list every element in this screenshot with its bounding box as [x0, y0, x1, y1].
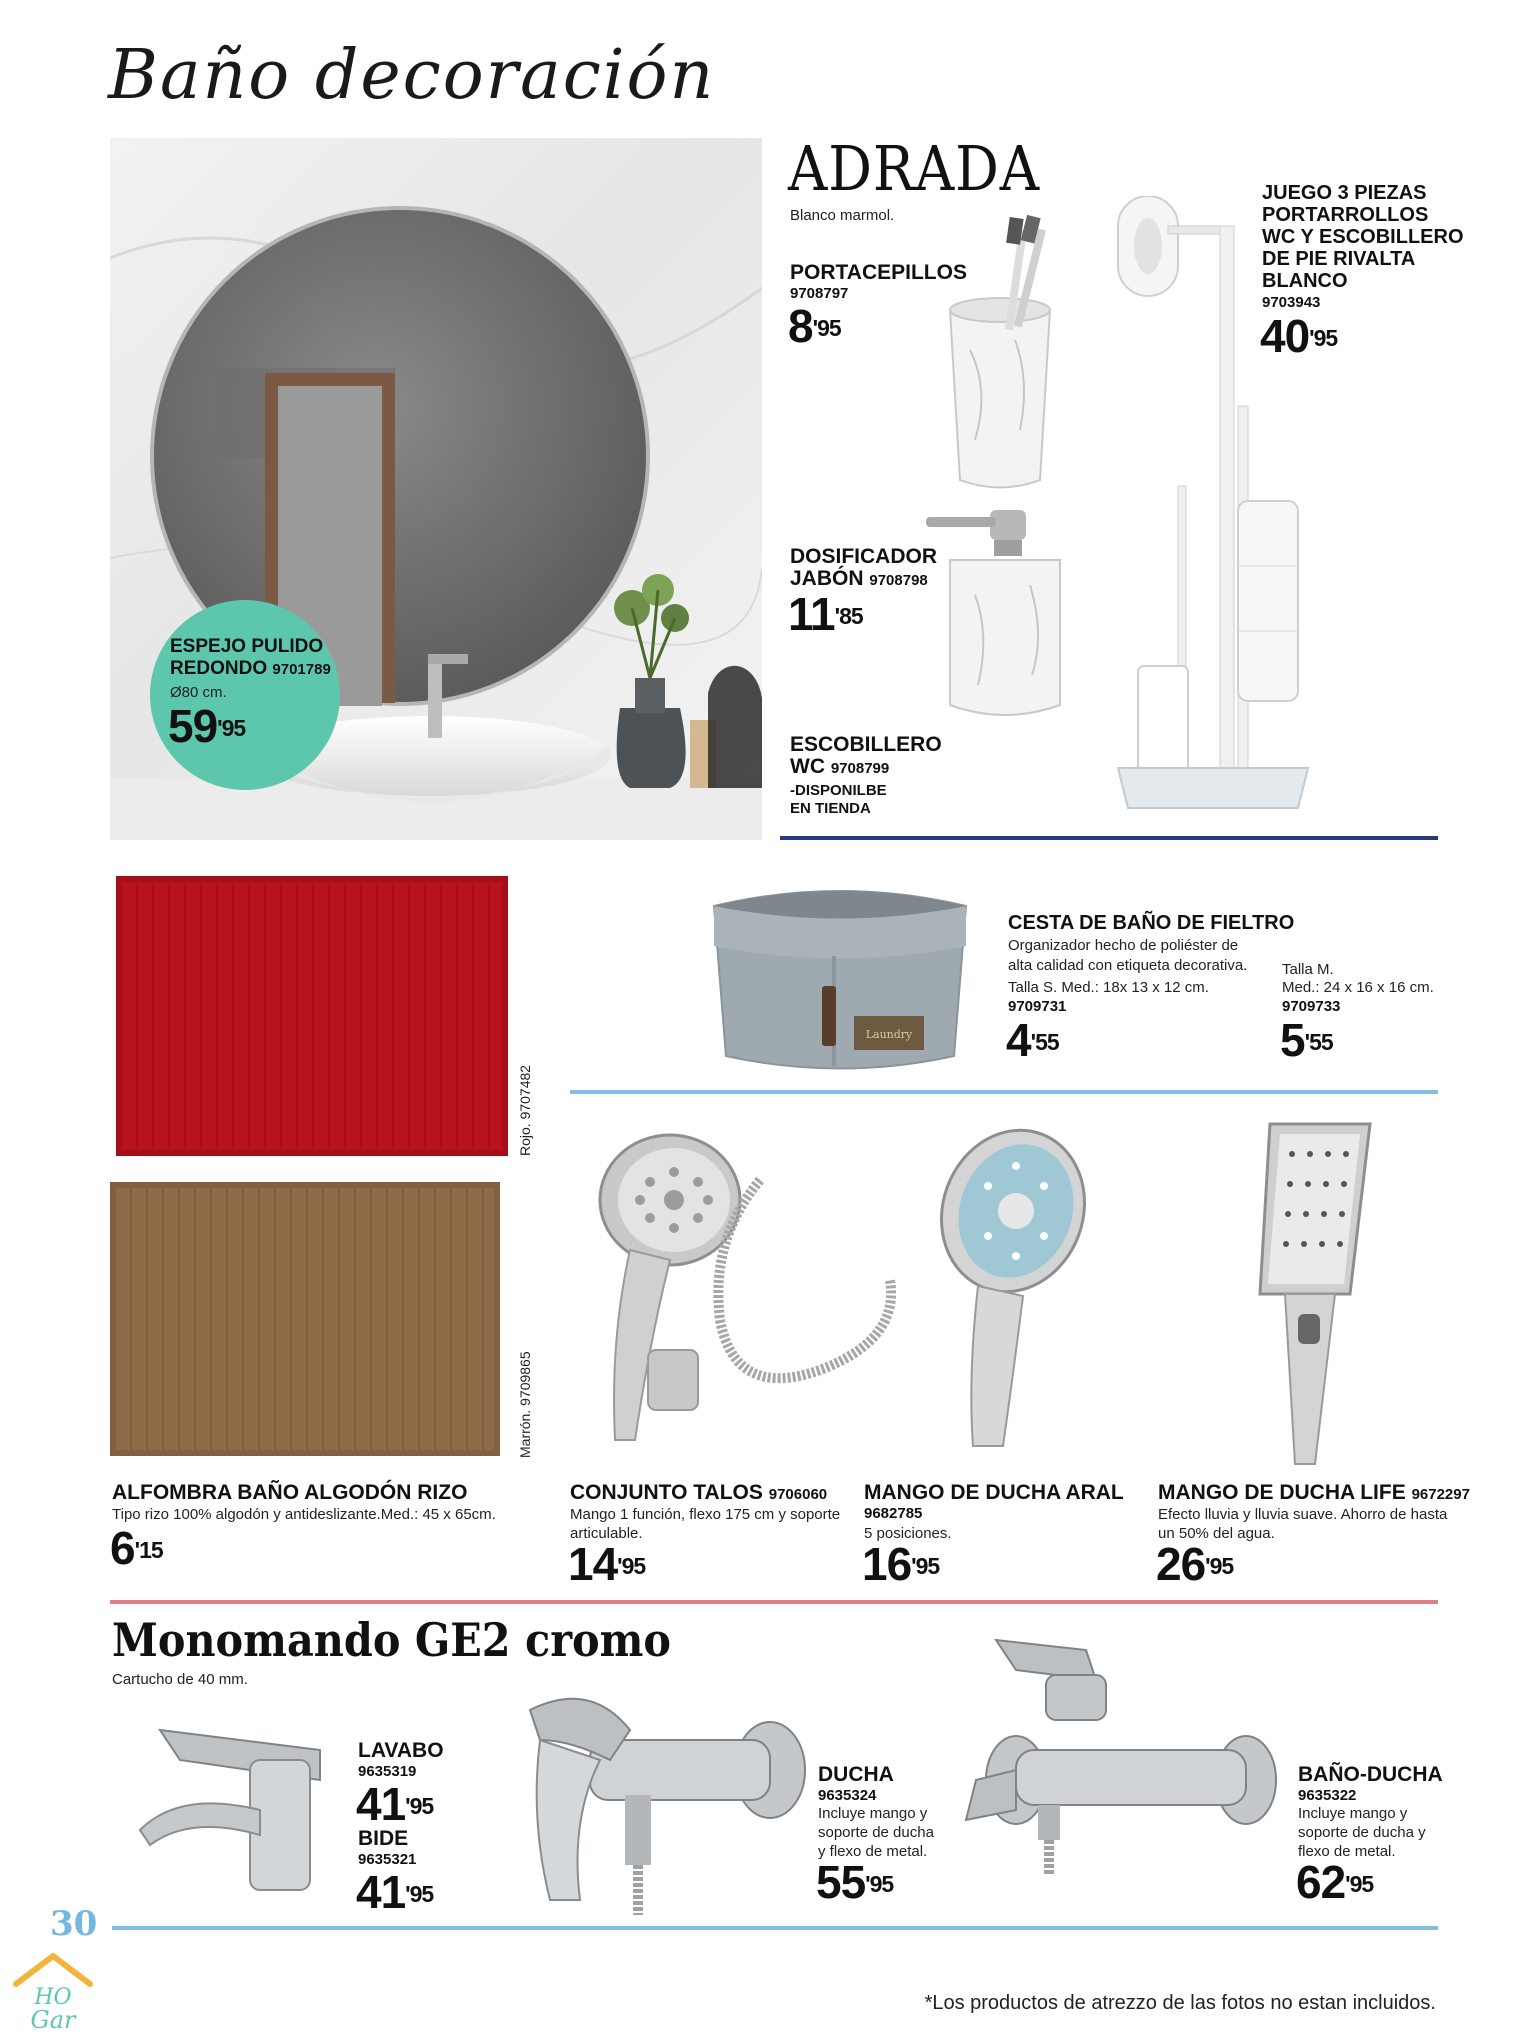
monomando-title: Monomando GE2 cromo [112, 1613, 672, 1667]
escobillero-code: 9708799 [830, 760, 890, 777]
ducha-desc-line3: y flexo de metal. [818, 1843, 928, 1860]
portacepillos-price-main: 8 [788, 300, 813, 352]
dosificador-price [788, 590, 863, 638]
svg-text:HO: HO [34, 1985, 72, 2010]
aral-price-main: 16 [862, 1538, 912, 1590]
rivalta-line1: JUEGO 3 PIEZAS [1262, 182, 1427, 204]
lavabo-faucet-image [120, 1720, 340, 1900]
basket-size-m-line1: Talla M. [1282, 961, 1334, 978]
lavabo-price-cents: '95 [405, 1793, 434, 1819]
rivalta-line2: PORTARROLLOS [1262, 204, 1429, 226]
rug-name: ALFOMBRA BAÑO ALGODÓN RIZO [112, 1481, 468, 1504]
basket-price-s-cents: '55 [1030, 1029, 1059, 1055]
lavabo-code: 9635319 [358, 1763, 417, 1780]
mirror-name-line1: ESPEJO PULIDO [170, 636, 324, 657]
life-name [1158, 1482, 1470, 1504]
portacepillos-name: PORTACEPILLOS [790, 261, 967, 284]
life-code: 9672297 [1411, 1486, 1470, 1503]
life-price [1156, 1540, 1233, 1588]
talos-code: 9706060 [768, 1486, 828, 1503]
life-shower-image [1240, 1114, 1380, 1474]
svg-text:Gar: Gar [30, 2006, 76, 2034]
escobillero-name-line1: ESCOBILLERO [790, 733, 942, 756]
rivalta-price-main: 40 [1260, 310, 1310, 362]
basket-label-text: Laundry [865, 1028, 913, 1041]
rug-price-cents: '15 [134, 1537, 163, 1563]
mirror-price-cents: '95 [217, 715, 246, 741]
portacepillos-price-cents: '95 [812, 315, 841, 341]
mirror-name-line2 [170, 659, 331, 679]
rivalta-price-cents: '95 [1309, 325, 1338, 351]
red-rug-label: Rojo. 9707482 [517, 1064, 533, 1156]
rivalta-code: 9703943 [1262, 294, 1321, 311]
hogar-logo-icon [8, 1944, 98, 2034]
showers-divider [110, 1600, 1438, 1604]
basket-code-s: 9709731 [1008, 998, 1067, 1015]
aral-price [862, 1540, 939, 1588]
soap-dispenser-image [920, 505, 1080, 725]
bano-ducha-desc-line2: soporte de ducha y [1298, 1824, 1426, 1841]
brown-rug-label: Marrón. 9709865 [517, 1351, 533, 1458]
talos-desc-line2: articulable. [570, 1525, 643, 1542]
aral-price-cents: '95 [911, 1553, 940, 1579]
lavabo-price [356, 1780, 433, 1828]
bide-price-cents: '95 [405, 1881, 434, 1907]
footnote: *Los productos de atrezzo de las fotos no estan incluidos. [924, 1992, 1436, 2014]
basket-size-m-line2: Med.: 24 x 16 x 16 cm. [1282, 979, 1434, 996]
talos-name-text: CONJUNTO TALOS [570, 1481, 763, 1504]
page-title: Baño decoración [108, 36, 716, 115]
mirror-size: Ø80 cm. [170, 684, 227, 701]
mirror-name-line2-text: REDONDO [170, 658, 268, 679]
ducha-price-cents: '95 [865, 1871, 894, 1897]
aral-name: MANGO DE DUCHA ARAL [864, 1481, 1124, 1504]
life-desc-line2: un 50% del agua. [1158, 1525, 1275, 1542]
mirror-code: 9701789 [272, 661, 331, 678]
basket-price-m [1280, 1016, 1333, 1064]
talos-price-main: 14 [568, 1538, 618, 1590]
aral-code: 9682785 [864, 1505, 923, 1522]
brown-rug-image [110, 1182, 500, 1456]
bano-ducha-price [1296, 1858, 1373, 1906]
basket-desc-line2: alta calidad con etiqueta decorativa. [1008, 957, 1248, 974]
rug-price-main: 6 [110, 1522, 135, 1574]
escobillero-name-line2-text: WC [790, 755, 825, 778]
lavabo-name: LAVABO [358, 1739, 444, 1762]
monomando-subtitle: Cartucho de 40 mm. [112, 1671, 248, 1688]
basket-divider [570, 1090, 1438, 1094]
bano-ducha-code: 9635322 [1298, 1787, 1357, 1804]
basket-price-s-main: 4 [1006, 1014, 1031, 1066]
felt-basket-image [704, 876, 976, 1076]
talos-desc-line1: Mango 1 función, flexo 175 cm y soporte [570, 1506, 841, 1523]
bano-ducha-price-cents: '95 [1345, 1871, 1374, 1897]
dosificador-code: 9708798 [869, 572, 928, 589]
rivalta-line4: DE PIE RIVALTA [1262, 248, 1416, 270]
bide-code: 9635321 [358, 1851, 417, 1868]
aral-shower-image [918, 1116, 1098, 1466]
adrada-divider [780, 836, 1438, 840]
aral-desc: 5 posiciones. [864, 1525, 952, 1542]
rug-price [110, 1524, 163, 1572]
red-rug-image [116, 876, 508, 1156]
bide-price-main: 41 [356, 1866, 406, 1918]
ducha-desc-line2: soporte de ducha [818, 1824, 934, 1841]
dosificador-price-cents: '85 [834, 603, 863, 629]
rivalta-line5: BLANCO [1262, 270, 1348, 292]
ducha-price-main: 55 [816, 1856, 866, 1908]
life-name-text: MANGO DE DUCHA LIFE [1158, 1481, 1406, 1504]
talos-shower-image [570, 1120, 910, 1470]
page-number: 30 [50, 1904, 98, 1944]
dosificador-name-line1: DOSIFICADOR [790, 545, 937, 568]
basket-desc-line1: Organizador hecho de poliéster de [1008, 937, 1239, 954]
bano-ducha-desc-line3: flexo de metal. [1298, 1843, 1396, 1860]
bano-ducha-price-main: 62 [1296, 1856, 1346, 1908]
rivalta-line3: WC Y ESCOBILLERO [1262, 226, 1464, 248]
basket-price-m-cents: '55 [1304, 1029, 1333, 1055]
dosificador-name-line2-text: JABÓN [790, 567, 864, 590]
basket-size-s: Talla S. Med.: 18x 13 x 12 cm. [1008, 979, 1209, 996]
ducha-code: 9635324 [818, 1787, 877, 1804]
bide-price [356, 1868, 433, 1916]
basket-price-s [1006, 1016, 1059, 1064]
bano-ducha-faucet-image [956, 1630, 1286, 1880]
talos-price [568, 1540, 645, 1588]
escobillero-note-line1: -DISPONILBE [790, 782, 887, 799]
life-desc-line1: Efecto lluvia y lluvia suave. Ahorro de hasta [1158, 1506, 1448, 1523]
basket-name: CESTA DE BAÑO DE FIELTRO [1008, 912, 1295, 934]
mirror-price [168, 702, 245, 750]
basket-price-m-main: 5 [1280, 1014, 1305, 1066]
footer-divider [112, 1926, 1438, 1930]
talos-price-cents: '95 [617, 1553, 646, 1579]
adrada-title: ADRADA [788, 132, 1041, 205]
ducha-name: DUCHA [818, 1763, 894, 1786]
lavabo-price-main: 41 [356, 1778, 406, 1830]
talos-name [570, 1482, 827, 1504]
escobillero-note-line2: EN TIENDA [790, 800, 871, 817]
life-price-cents: '95 [1205, 1553, 1234, 1579]
bano-ducha-name: BAÑO-DUCHA [1298, 1763, 1443, 1786]
dosificador-price-main: 11 [788, 588, 835, 640]
adrada-subtitle: Blanco marmol. [790, 207, 895, 224]
rivalta-price [1260, 312, 1337, 360]
life-price-main: 26 [1156, 1538, 1206, 1590]
bano-ducha-desc-line1: Incluye mango y [1298, 1805, 1408, 1822]
basket-code-m: 9709733 [1282, 998, 1341, 1015]
bide-name: BIDE [358, 1827, 409, 1850]
dosificador-name-line2 [790, 568, 928, 590]
escobillero-name-line2 [790, 756, 889, 778]
ducha-desc-line1: Incluye mango y [818, 1805, 928, 1822]
portacepillos-price [788, 302, 841, 350]
rug-desc: Tipo rizo 100% algodón y antideslizante.Med.: 45 x 65cm. [112, 1506, 496, 1523]
mirror-price-main: 59 [168, 700, 218, 752]
portacepillos-code: 9708797 [790, 285, 849, 302]
ducha-price [816, 1858, 893, 1906]
ducha-faucet-image [500, 1670, 810, 1920]
toothbrush-holder-image [920, 210, 1080, 490]
